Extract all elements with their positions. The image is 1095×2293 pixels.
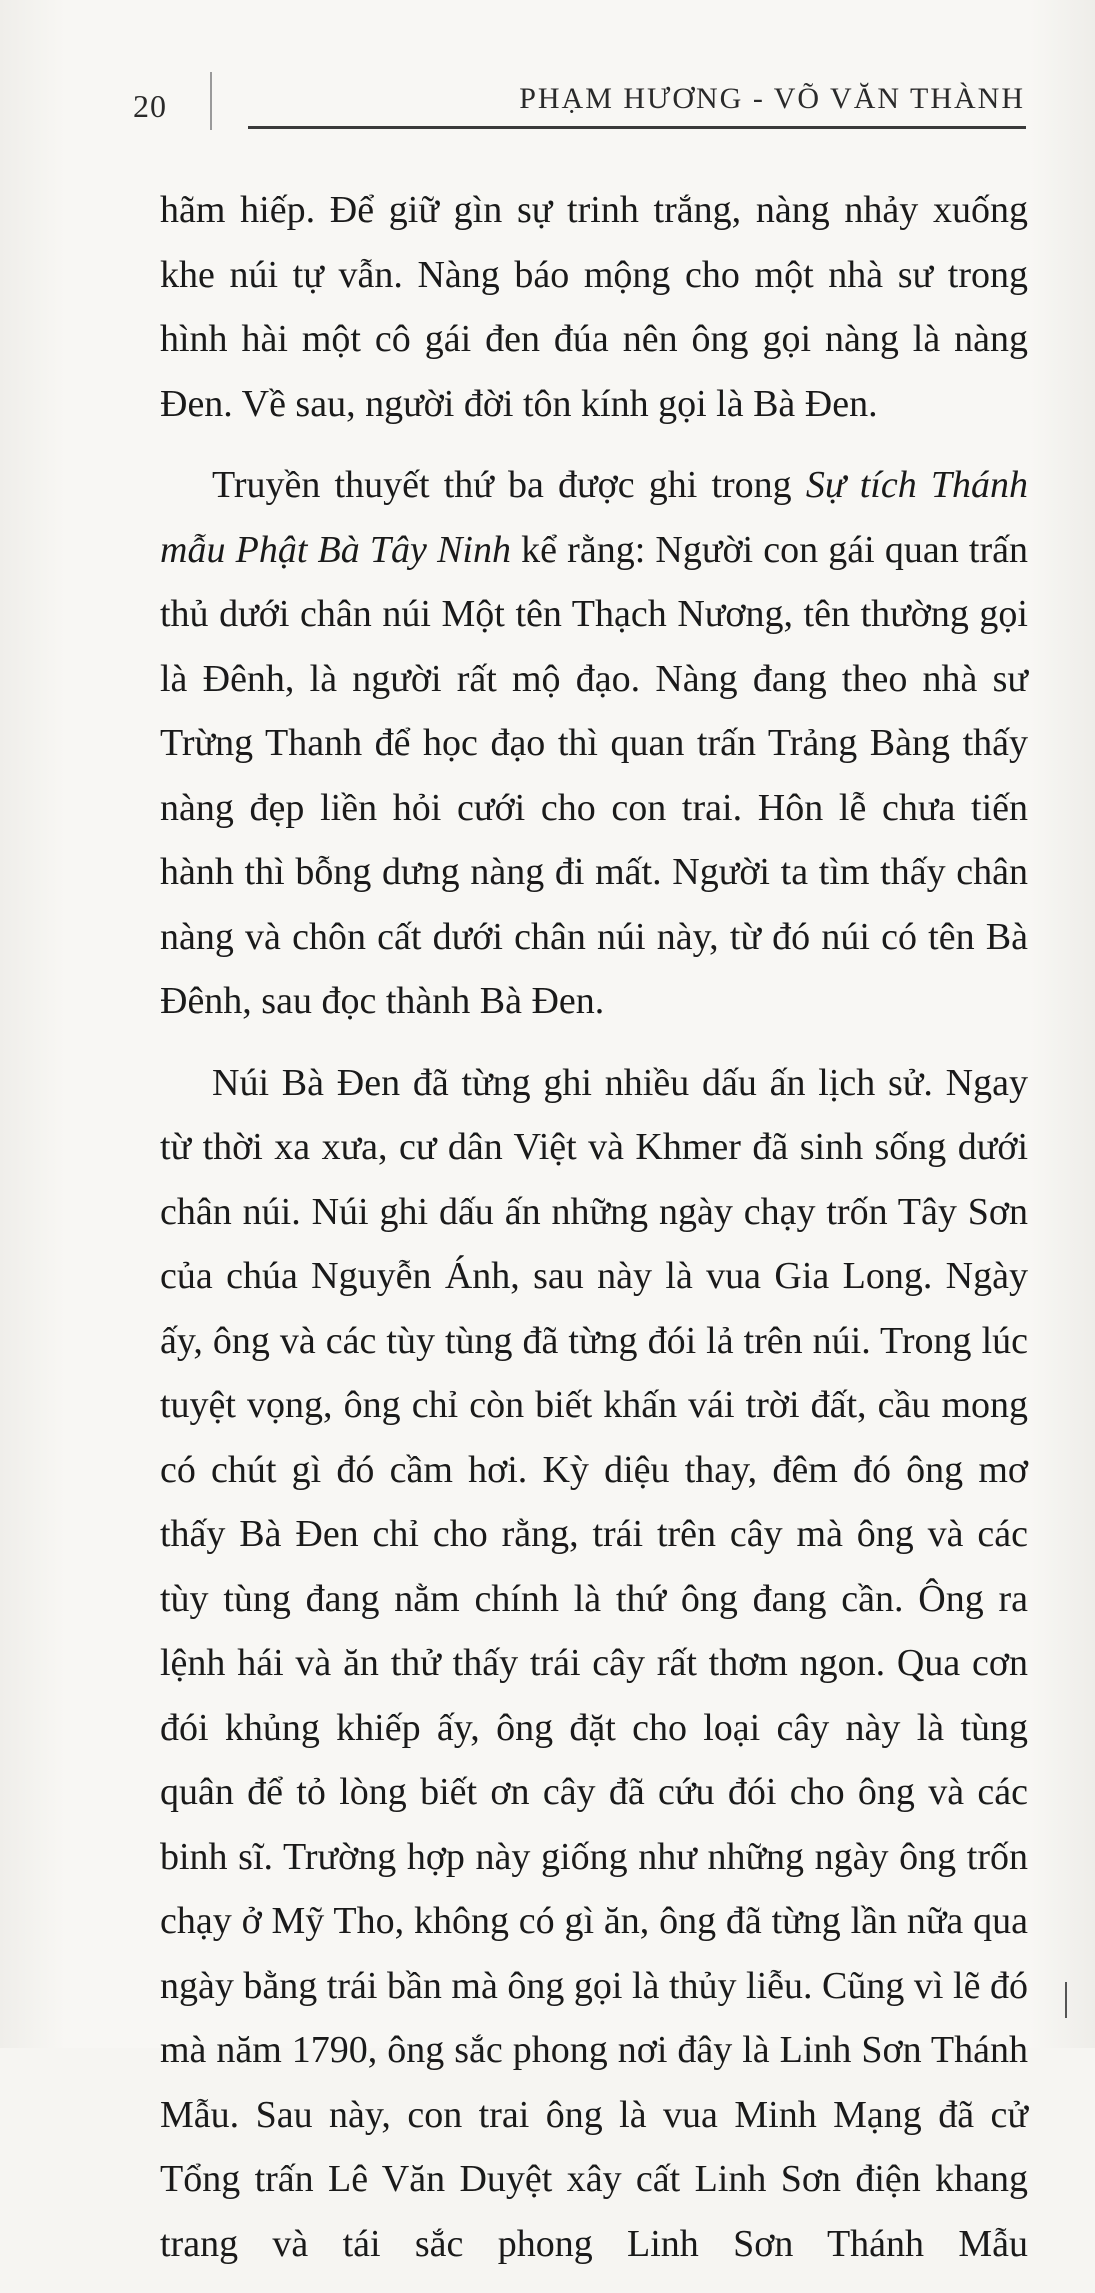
page-number: 20 [133, 88, 167, 124]
running-head: PHẠM HƯƠNG - VÕ VĂN THÀNH [519, 82, 1025, 115]
paragraph-1 [160, 178, 1028, 436]
paragraph-2-text-b: kể rằng: Người con gái quan trấn thủ dưới chân núi Một tên Thạch Nương, tên thường gọi là Đênh, là người rất mộ đạo. Nàng đang theo nhà sư Trừng Thanh để học đạo thì quan trấn Trảng Bàng thấy nàng đẹp liền hỏi cưới cho con trai. Hôn lễ chưa tiến hành thì bỗng dưng nàng đi mất. Người ta tìm thấy chân nàng và chôn cất dưới chân núi này, từ đó núi có tên Bà Đênh, sau đọc thành Bà Đen. [160, 528, 1028, 1022]
paragraph-3-text: Núi Bà Đen đã từng ghi nhiều dấu ấn lịch sử. Ngay từ thời xa xưa, cư dân Việt và Khmer đã sinh sống dưới chân núi. Núi ghi dấu ấn những ngày chạy trốn Tây Sơn của chúa Nguyễn Ánh, sau này là vua Gia Long. Ngày ấy, ông và các tùy tùng đã từng đói lả trên núi. Trong lúc tuyệt vọng, ông chỉ còn biết khấn vái trời đất, cầu mong có chút gì đó cầm hơi. Kỳ diệu thay, đêm đó ông mơ thấy Bà Đen chỉ cho rằng, trái trên cây mà ông và các tùy tùng đang nằm chính là thứ ông đang cần. Ông ra lệnh hái và ăn thử thấy trái cây rất thơm ngon. Qua cơn đói khủng khiếp ấy, ông đặt cho loại cây này là tùng quân để tỏ lòng biết ơn cây đã cứu đói cho ông và các binh sĩ. Trường hợp này giống như những ngày ông trốn chạy ở Mỹ Tho, không có gì ăn, ông đã từng lần nữa qua ngày bằng trái bần mà ông gọi là thủy liễu. Cũng vì lẽ đó mà năm 1790, ông sắc phong nơi đây là Linh Sơn Thánh Mẫu. Sau này, con trai ông là vua Minh Mạng đã cử Tổng trấn Lê Văn Duyệt xây cất Linh Sơn điện khang trang và tái sắc phong Linh Sơn Thánh Mẫu [160, 1061, 1028, 2265]
body-text [160, 178, 1028, 2293]
paragraph-3 [160, 1051, 1028, 2277]
page-header [0, 0, 1095, 140]
book-title-reference: Sự tích Thánh mẫu Phật Bà Tây Ninh [160, 464, 1029, 571]
paragraph-2 [160, 453, 1028, 1034]
paragraph-1-text: hãm hiếp. Để giữ gìn sự trinh trắng, nàng nhảy xuống khe núi tự vẫn. Nàng báo mộng cho một nhà sư trong hình hài một cô gái đen đúa nên ông gọi nàng là nàng Đen. Về sau, người đời tôn kính gọi là Bà Đen. [160, 189, 1028, 425]
page-edge-mark [1065, 1982, 1067, 2018]
header-divider [210, 72, 212, 130]
paragraph-2-text-a: Truyền thuyết thứ ba được ghi trong [212, 464, 806, 506]
header-rule [248, 126, 1026, 129]
